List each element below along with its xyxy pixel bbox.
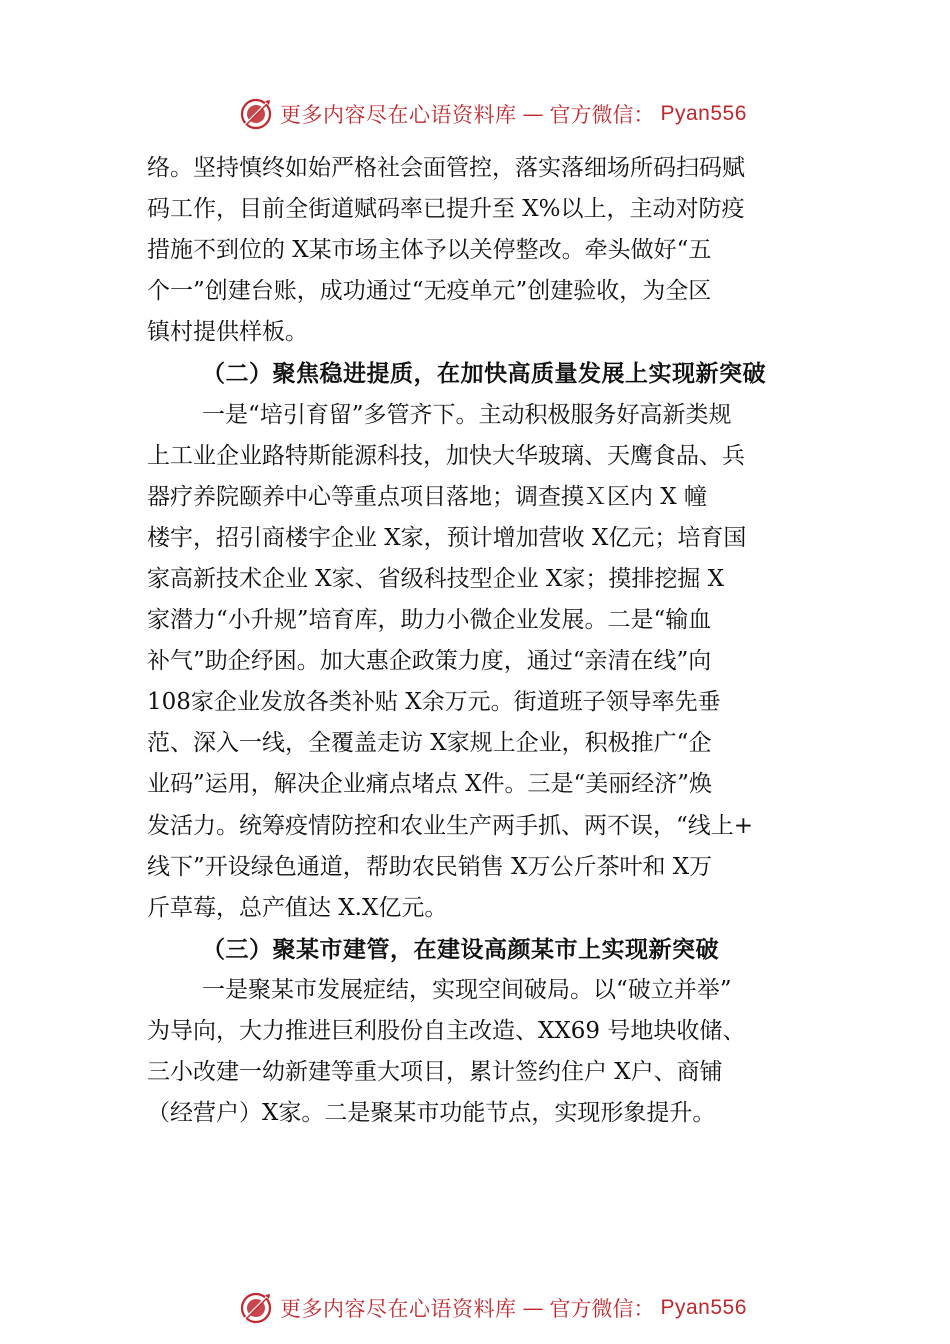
text-line: 一是“培引育留”多管齐下。主动积极服务好高新类规 [202,401,732,428]
text-line: 家高新技术企业 X家、省级科技型企业 X家；摸排挖掘 X [147,565,725,592]
text-line: 镇村提供样板。 [147,319,308,346]
banner-separator: — [522,102,544,126]
section-heading: （二）聚焦稳进提质，在加快高质量发展上实现新突破 [202,360,766,388]
pen-seal-logo-icon [238,96,274,132]
banner-title: 更多内容尽在心语资料库 [280,1297,517,1321]
text-line: 措施不到位的 X某市场主体予以关停整改。牵头做好“五 [147,237,712,264]
text-line: （经营户）X家。二是聚某市功能节点，实现形象提升。 [147,1100,716,1127]
header-banner [238,94,758,134]
pen-seal-logo-icon [238,1290,274,1326]
text-line: 范、深入一线，全覆盖走访 X家规上企业，积极推广“企 [147,730,712,757]
text-line: 码工作，目前全街道赋码率已提升至 X%以上，主动对防疫 [147,196,745,223]
text-line: 发活力。统筹疫情防控和农业生产两手抓、两不误，“线上+ [147,812,754,839]
banner-wechat-label: 官方微信： [549,1297,655,1321]
text-line: 络。坚持慎终如始严格社会面管控，落实落细场所码扫码赋 [147,155,745,181]
footer-banner [238,1288,758,1328]
banner-wechat-label: 官方微信： [549,103,655,127]
text-line: 一是聚某市发展症结，实现空间破局。以“破立并举” [202,976,732,1003]
banner-separator: — [522,1296,544,1320]
text-line: 上工业企业路特斯能源科技，加快大华玻璃、天鹰食品、兵 [147,442,745,469]
text-line: 为导向，大力推进巨利股份自主改造、XX69 号地块收储、 [147,1017,746,1044]
banner-wechat-id: Pyan556 [660,102,747,125]
text-line: 楼宇，招引商楼宇企业 X家，预计增加营收 X亿元；培育国 [147,524,747,551]
text-line: 斤草莓，总产值达 X.X亿元。 [147,894,448,921]
text-line: 个一”创建台账，成功通过“无疫单元”创建验收，为全区 [147,278,712,305]
text-line: 108家企业发放各类补贴 X余万元。街道班子领导率先垂 [147,689,721,716]
text-line: 业码”运用，解决企业痛点堵点 X件。三是“美丽经济”焕 [147,771,712,798]
text-line: 补气”助企纾困。加大惠企政策力度，通过“亲清在线”向 [147,648,712,675]
text-line: 器疗养院颐养中心等重点项目落地；调查摸Ｘ区内 X 幢 [147,483,707,510]
banner-title: 更多内容尽在心语资料库 [280,103,517,127]
text-line: 家潜力“小升规”培育库，助力小微企业发展。二是“输血 [147,607,712,634]
text-line: 线下”开设绿色通道，帮助农民销售 X万公斤茶叶和 X万 [147,853,713,880]
banner-wechat-id: Pyan556 [660,1296,747,1319]
text-line: 三小改建一幼新建等重大项目，累计签约住户 X户、商铺 [147,1059,723,1086]
section-heading: （三）聚某市建管，在建设高颜某市上实现新突破 [202,935,719,963]
document-body [147,148,815,1134]
